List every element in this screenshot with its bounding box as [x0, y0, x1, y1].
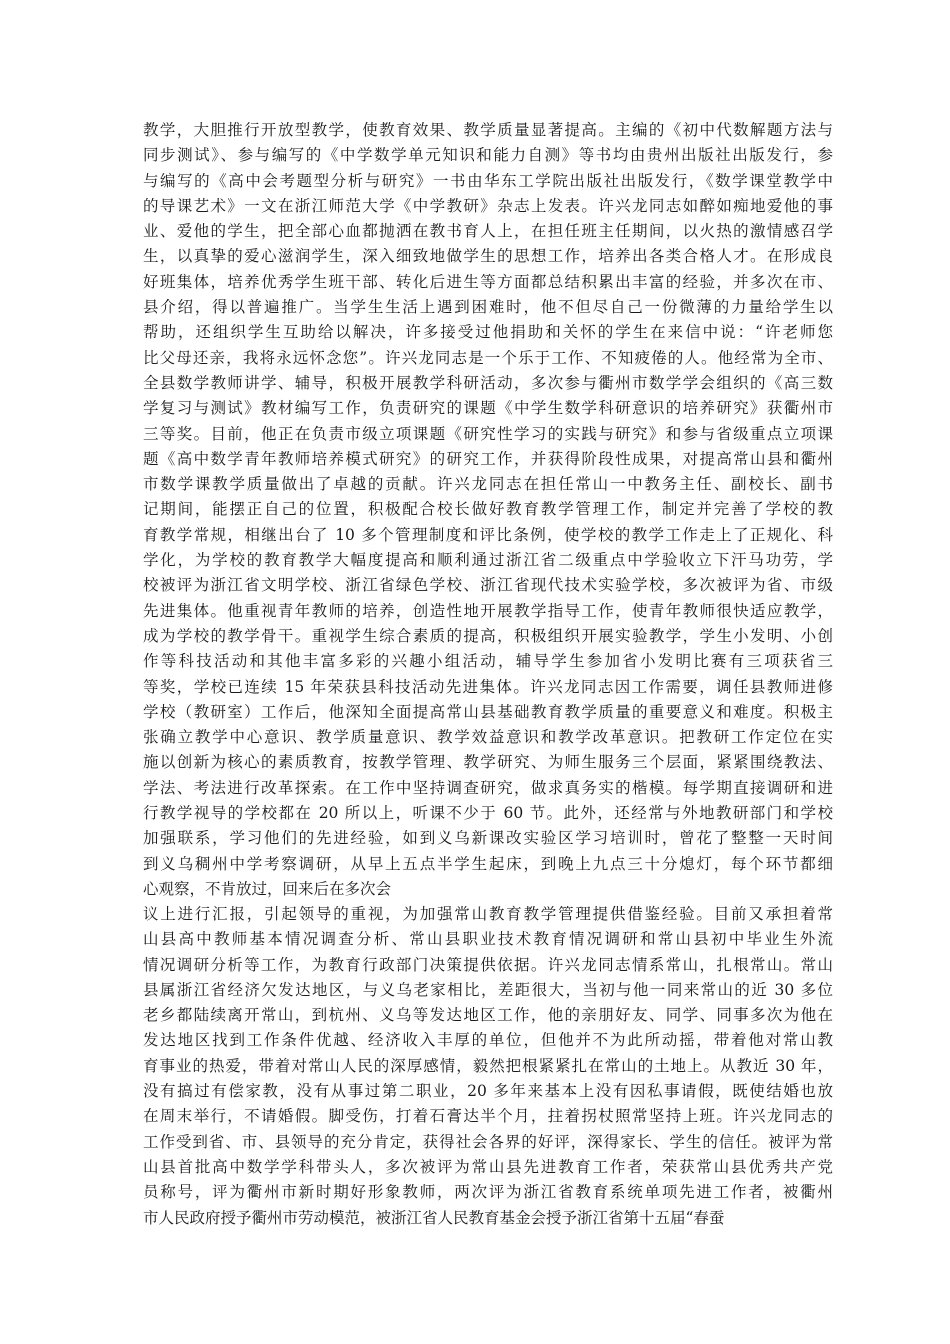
- text-line: 与编写的《高中会考题型分析与研究》一书由华东工学院出版社出版发行，《数学课堂教学中: [143, 171, 833, 190]
- text-line: 学化，为学校的教育教学大幅度提高和顺利通过浙江省二级重点中学验收立下汗马功劳，学: [143, 551, 833, 570]
- text-line: 县介绍，得以普遍推广。当学生生活上遇到困难时，他不但尽自己一份微薄的力量给学生以: [143, 298, 833, 317]
- body-paragraph-1: [143, 118, 833, 902]
- text-line: 比父母还亲，我将永远怀念您”。许兴龙同志是一个乐于工作、不知疲倦的人。他经常为全市、: [143, 348, 833, 367]
- body-paragraph-2: [143, 902, 833, 1231]
- text-line: 全县数学教师讲学、辅导，积极开展教学科研活动，多次参与衢州市数学学会组织的《高三数: [143, 373, 833, 392]
- text-line: 山县首批高中数学学科带头人，多次被评为常山县先进教育工作者，荣获常山县优秀共产党: [143, 1157, 833, 1176]
- text-line: 记期间，能摆正自己的位置，积极配合校长做好教育教学管理工作，制定并完善了学校的教: [143, 500, 833, 519]
- text-line: 生，以真挚的爱心滋润学生，深入细致地做学生的思想工作，培养出各类合格人才。在形成良: [143, 247, 833, 266]
- text-line: 张确立教学中心意识、教学质量意识、教学效益意识和教学改革意识。把教研工作定位在实: [143, 728, 833, 747]
- text-line: 山县高中教师基本情况调查分析、常山县职业技术教育情况调研和常山县初中毕业生外流: [143, 930, 833, 949]
- text-line: 等奖，学校已连续 15 年荣获县科技活动先进集体。许兴龙同志因工作需要，调任县教师进修: [143, 677, 833, 696]
- text-line: 行教学视导的学校都在 20 所以上，听课不少于 60 节。此外，还经常与外地教研部门和学校: [143, 804, 833, 823]
- text-line: 先进集体。他重视青年教师的培养，创造性地开展教学指导工作，使青年教师很快适应教学，: [143, 601, 833, 620]
- text-line: 成为学校的教学骨干。重视学生综合素质的提高，积极组织开展实验教学，学生小发明、小创: [143, 626, 833, 645]
- text-line: 题《高中数学青年教师培养模式研究》的研究工作，并获得阶段性成果，对提高常山县和衢州: [143, 449, 833, 468]
- text-line: 学法、考法进行改革探索。在工作中坚持调查研究，做求真务实的楷模。每学期直接调研和进: [143, 778, 833, 797]
- text-line: 市数学课教学质量做出了卓越的贡献。许兴龙同志在担任常山一中教务主任、副校长、副书: [143, 475, 833, 494]
- text-line: 学校（教研室）工作后，他深知全面提高常山县基础教育教学质量的重要意义和难度。积极主: [143, 702, 833, 721]
- text-line: 三等奖。目前，他正在负责市级立项课题《研究性学习的实践与研究》和参与省级重点立项课: [143, 424, 833, 443]
- text-line: 县属浙江省经济欠发达地区，与义乌老家相比，差距很大，当初与他一同来常山的近 30 多位: [143, 980, 833, 999]
- text-line: 员称号，评为衢州市新时期好形象教师，两次评为浙江省教育系统单项先进工作者，被衢州: [143, 1183, 833, 1202]
- text-line: 学复习与测试》教材编写工作，负责研究的课题《中学生数学科研意识的培养研究》获衢州市: [143, 399, 833, 418]
- text-line: 市人民政府授予衢州市劳动模范，被浙江省人民教育基金会授予浙江省第十五届“春蚕: [143, 1208, 725, 1227]
- text-line: 的导课艺术》一文在浙江师范大学《中学教研》杂志上发表。许兴龙同志如醉如痴地爱他的事: [143, 196, 833, 215]
- text-line: 老乡都陆续离开常山，到杭州、义乌等发达地区工作，他的亲朋好友、同学、同事多次为他在: [143, 1006, 833, 1025]
- text-line: 好班集体，培养优秀学生班干部、转化后进生等方面都总结积累出丰富的经验，并多次在市、: [143, 272, 833, 291]
- text-line: 发达地区找到工作条件优越、经济收入丰厚的单位，但他并不为此所动摇，带着他对常山教: [143, 1031, 833, 1050]
- text-line: 育教学常规，相继出台了 10 多个管理制度和评比条例，使学校的教学工作走上了正规化、科: [143, 525, 833, 544]
- text-line: 到义乌稠州中学考察调研，从早上五点半学生起床，到晚上九点三十分熄灯，每个环节都细: [143, 854, 833, 873]
- text-line: 心观察，不肯放过，回来后在多次会: [143, 879, 392, 898]
- text-line: 帮助，还组织学生互助给以解决，许多接受过他捐助和关怀的学生在来信中说：“许老师您: [143, 323, 833, 342]
- text-line: 同步测试》、参与编写的《中学数学单元知识和能力自测》等书均由贵州出版社出版发行，参: [143, 146, 833, 165]
- text-line: 情况调研分析等工作，为教育行政部门决策提供依据。许兴龙同志情系常山，扎根常山。常山: [143, 955, 833, 974]
- text-line: 作等科技活动和其他丰富多彩的兴趣小组活动，辅导学生参加省小发明比赛有三项获省三: [143, 652, 833, 671]
- text-line: 没有搞过有偿家教，没有从事过第二职业，20 多年来基本上没有因私事请假，既使结婚也放: [143, 1082, 833, 1101]
- text-line: 议上进行汇报，引起领导的重视，为加强常山教育教学管理提供借鉴经验。目前又承担着常: [143, 905, 833, 923]
- text-line: 业、爱他的学生，把全部心血都抛洒在教书育人上，在担任班主任期间，以火热的激情感召学: [143, 222, 833, 241]
- text-line: 在周末举行，不请婚假。脚受伤，打着石膏达半个月，拄着拐杖照常坚持上班。许兴龙同志的: [143, 1107, 833, 1126]
- text-line: 教学，大胆推行开放型教学，使教育效果、教学质量显著提高。主编的《初中代数解题方法与: [143, 121, 833, 139]
- text-line: 施以创新为核心的素质教育，按教学管理、教学研究、为师生服务三个层面，紧紧围绕教法、: [143, 753, 833, 772]
- text-line: 工作受到省、市、县领导的充分肯定，获得社会各界的好评，深得家长、学生的信任。被评为常: [143, 1132, 833, 1151]
- text-line: 加强联系，学习他们的先进经验，如到义乌新课改实验区学习培训时，曾花了整整一天时间: [143, 829, 833, 848]
- text-line: 育事业的热爱，带着对常山人民的深厚感情，毅然把根紧紧扎在常山的土地上。从教近 30 年，: [143, 1056, 833, 1075]
- text-line: 校被评为浙江省文明学校、浙江省绿色学校、浙江省现代技术实验学校，多次被评为省、市级: [143, 576, 833, 595]
